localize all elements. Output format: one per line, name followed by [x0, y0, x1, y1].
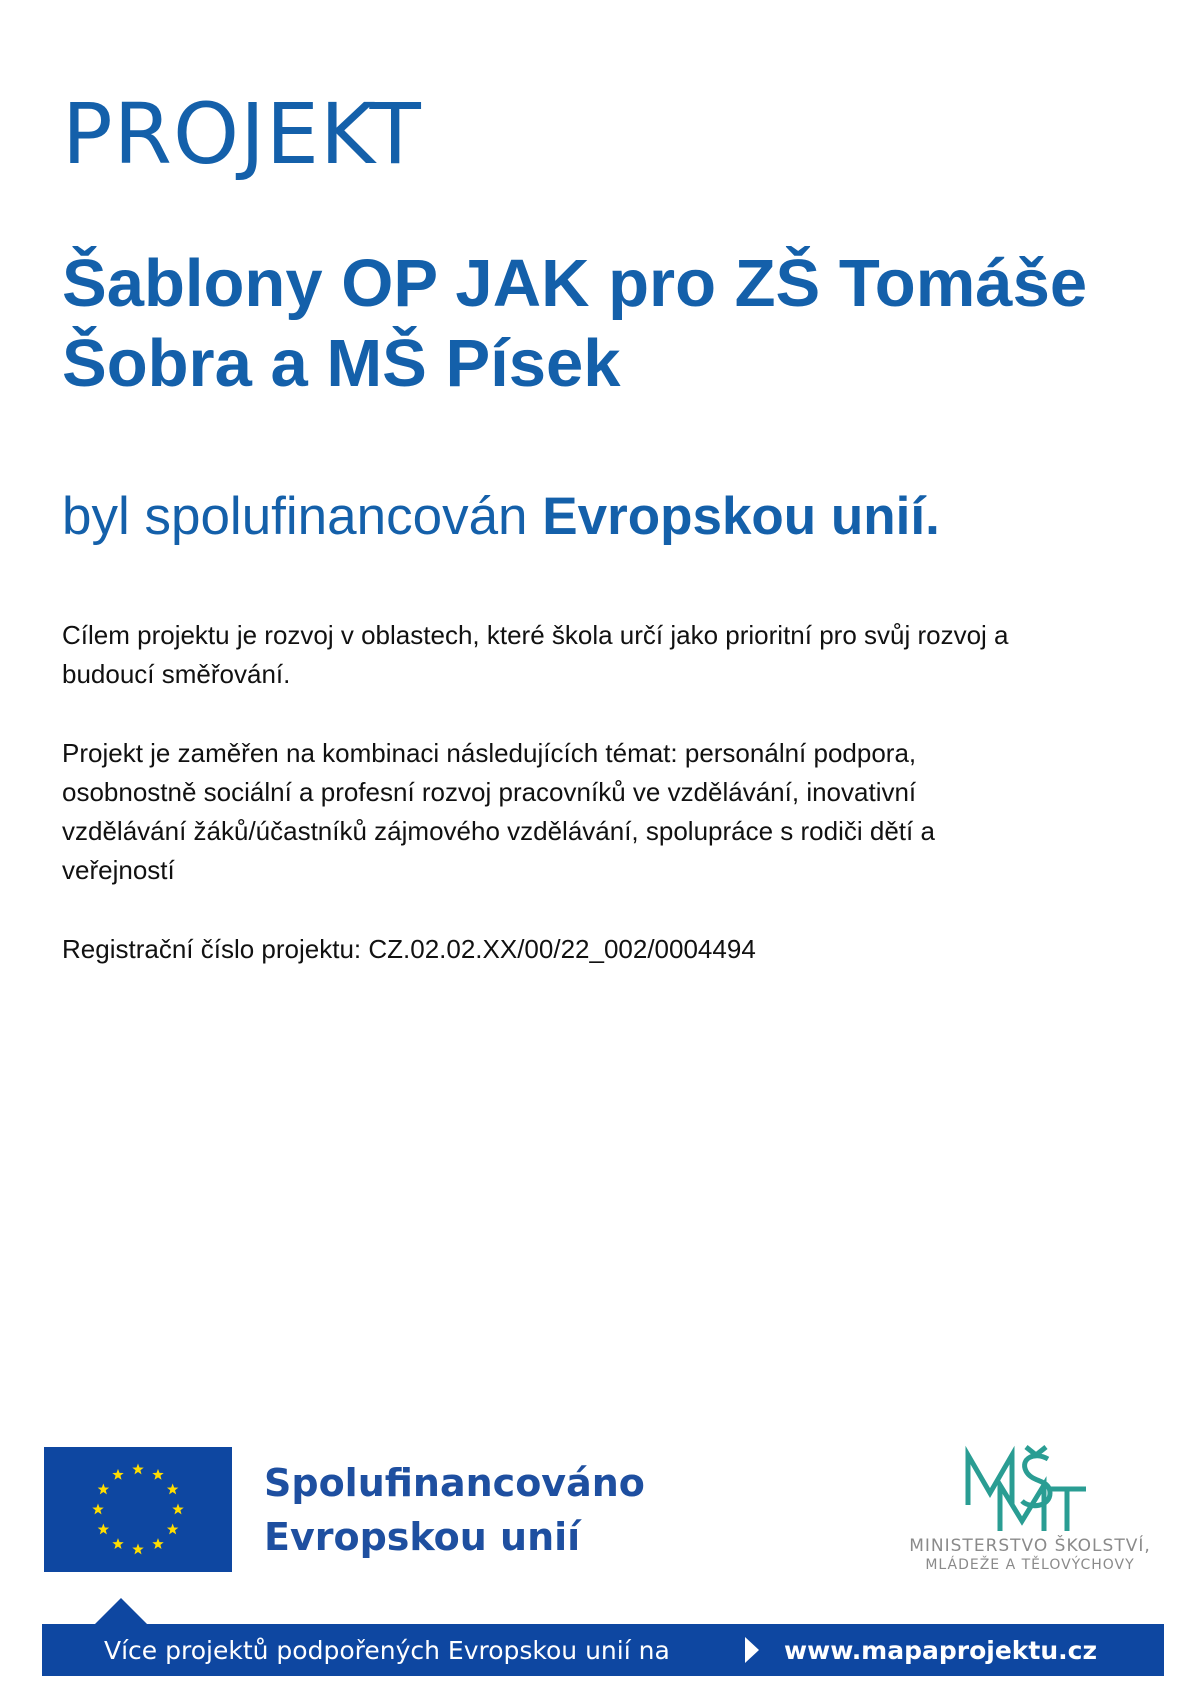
msmt-monogram-icon	[960, 1445, 1090, 1535]
project-goal-paragraph	[62, 616, 1162, 694]
eu-star	[112, 1469, 123, 1480]
footer-notch	[95, 1598, 147, 1624]
focus-line-3: vzdělávání žáků/účastníků zájmového vzdělávání, spolupráce s rodiči dětí a	[62, 816, 935, 846]
eu-star	[132, 1544, 143, 1555]
eu-logo-line-1: Spolufinancováno	[264, 1461, 645, 1505]
registration-number	[62, 930, 1162, 969]
eu-flag-icon	[44, 1447, 232, 1572]
eu-stars	[44, 1447, 232, 1572]
cofinancing-statement	[62, 487, 940, 546]
focus-line-2: osobnostně sociální a profesní rozvoj pracovníků ve vzdělávání, inovativní	[62, 777, 917, 807]
msmt-logo-text	[890, 1537, 1170, 1575]
cofinancing-statement-bold: Evropskou unií.	[542, 487, 940, 546]
goal-line-1: Cílem projektu je rozvoj v oblastech, které škola určí jako prioritní pro svůj rozvoj a	[62, 620, 1009, 650]
eu-star	[167, 1484, 178, 1495]
focus-line-1: Projekt je zaměřen na kombinaci následujících témat: personální podpora,	[62, 738, 917, 768]
msmt-logo-line-2: MLÁDEŽE A TĚLOVÝCHOVY	[925, 1557, 1135, 1573]
footer-bar	[42, 1624, 1164, 1676]
eu-star	[172, 1504, 183, 1515]
project-kicker: PROJEKT	[62, 85, 422, 183]
registration-line: Registrační číslo projektu: CZ.02.02.XX/00/22_002/0004494	[62, 934, 756, 964]
eu-cofinancing-logo-text	[264, 1456, 645, 1564]
eu-star	[167, 1524, 178, 1535]
cofinancing-statement-plain: byl spolufinancován	[62, 487, 543, 546]
msmt-logo-line-1: MINISTERSTVO ŠKOLSTVÍ,	[909, 1536, 1151, 1556]
eu-star	[152, 1469, 163, 1480]
project-title-line-2: Šobra a MŠ Písek	[62, 326, 621, 401]
footer-link-mapaprojektu[interactable]: www.mapaprojektu.cz	[784, 1636, 1098, 1665]
eu-star	[98, 1524, 109, 1535]
eu-logo-line-2: Evropskou unií	[264, 1515, 581, 1559]
focus-line-4: veřejností	[62, 855, 175, 885]
eu-star	[92, 1504, 103, 1515]
eu-star	[98, 1484, 109, 1495]
eu-star	[112, 1538, 123, 1549]
eu-star	[132, 1464, 143, 1475]
goal-line-2: budoucí směřování.	[62, 659, 291, 689]
eu-star	[152, 1538, 163, 1549]
footer-text: Více projektů podpořených Evropskou unií na	[104, 1636, 670, 1665]
project-title-line-1: Šablony OP JAK pro ZŠ Tomáše	[62, 246, 1088, 321]
play-arrow-icon	[744, 1636, 760, 1670]
project-focus-paragraph	[62, 734, 1162, 890]
project-title	[62, 244, 1162, 404]
